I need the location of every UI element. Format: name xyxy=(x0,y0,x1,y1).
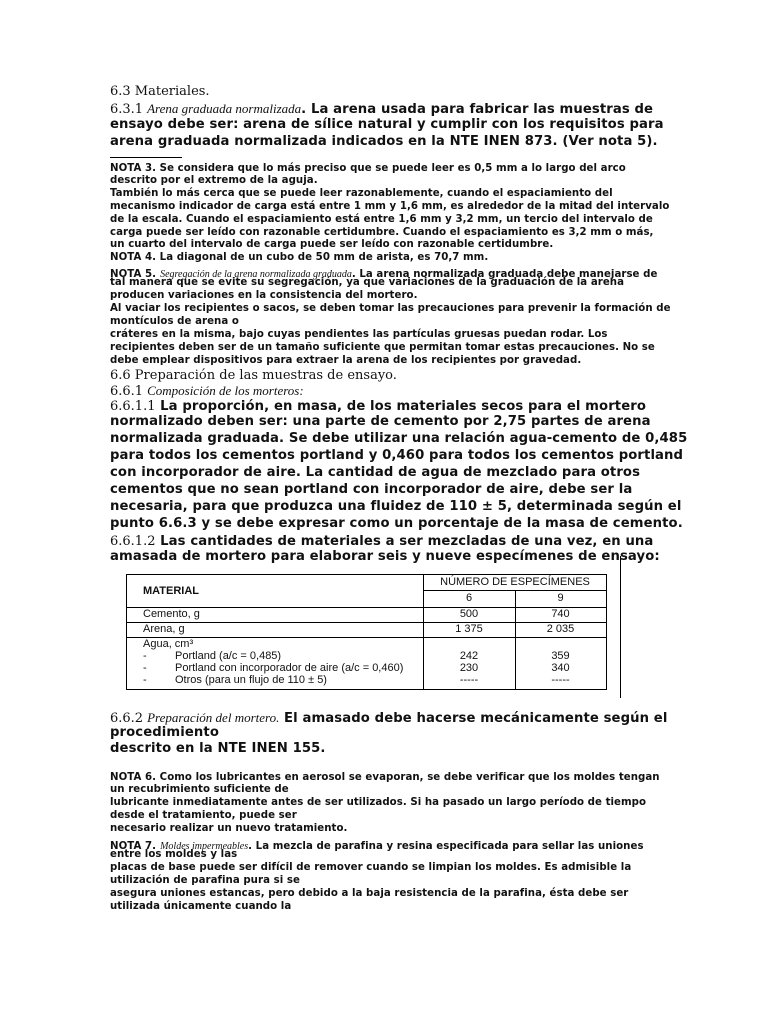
row-cemento-9: 740 xyxy=(551,608,570,620)
section-number: 6.3.1 xyxy=(110,102,144,117)
note-7-line2: entre los moldes y las xyxy=(110,849,238,860)
note-5-line5: montículos de arena o xyxy=(110,316,239,327)
paragraph-6-6-1-1-line8: punto 6.6.3 y se debe expresar como un porcentaje de la masa de cemento. xyxy=(110,516,683,531)
materials-table xyxy=(126,574,607,690)
paragraph-6-3-1-line2: ensayo debe ser: arena de sílice natural y cumplir con los requisitos para xyxy=(110,117,664,132)
note-5-line8: debe emplear dispositivos para extraer la arena de los recipientes por gravedad. xyxy=(110,355,582,366)
paragraph-6-6-1-1-line6: cementos que no sean portland con incorporador de aire, debe ser la xyxy=(110,482,633,497)
note-7-line5: asegura uniones estancas, pero debido a la baja resistencia de la parafina, ésta debe ser xyxy=(110,888,629,899)
note-5-line2: tal manera que se evite su segregación, ya que variaciones de la graduación de la arena xyxy=(110,277,625,288)
paragraph-text: Las cantidades de materiales a ser mezcladas de una vez, en una xyxy=(155,534,654,549)
row-aire-9: 340 xyxy=(551,662,570,674)
dash: - xyxy=(143,674,147,686)
section-title: Preparación del mortero. xyxy=(147,710,280,725)
row-aire-6: 230 xyxy=(459,662,479,674)
note-3-line1: NOTA 3. Se considera que lo más preciso que se puede leer es 0,5 mm a lo largo del arco xyxy=(110,163,626,174)
section-title: Arena graduada normalizada xyxy=(147,101,302,116)
note-5-line4: Al vaciar los recipientes o sacos, se deben tomar las precauciones para prevenir la formación de xyxy=(110,303,671,314)
section-number: 6.6.2 xyxy=(110,711,144,726)
note-label: NOTA 5. xyxy=(110,269,157,280)
row-agua-label: Agua, cm³ xyxy=(143,638,194,650)
note-6-line2: un recubrimiento suficiente de xyxy=(110,784,289,795)
note-title: Moldes impermeables xyxy=(160,841,249,852)
footnote-separator xyxy=(110,157,182,158)
note-label: NOTA 7. xyxy=(110,841,157,852)
paragraph-6-6-1-1-line2: normalizado deben ser: una parte de cemento por 2,75 partes de arena xyxy=(110,414,651,429)
note-3-line6: carga puede ser leído con razonable certidumbre. Cuando el espaciamiento es 3,2 mm o más, xyxy=(110,227,654,238)
note-4: NOTA 4. La diagonal de un cubo de 50 mm de arista, es 70,7 mm. xyxy=(110,252,489,263)
paragraph-6-6-1-2-line2: amasada de mortero para elaborar seis y nueve especímenes de ensayo: xyxy=(110,549,660,564)
dash: - xyxy=(143,650,147,662)
paragraph-6-6-2-line2: procedimiento xyxy=(110,725,219,740)
row-otros-9: ----- xyxy=(551,674,570,686)
note-6-line1: NOTA 6. Como los lubricantes en aerosol se evaporan, se debe verificar que los moldes tengan xyxy=(110,772,660,783)
heading-6-3: 6.3 Materiales. xyxy=(110,84,210,99)
row-arena-6: 1 375 xyxy=(455,623,483,635)
note-6-line5: necesario realizar un nuevo tratamiento. xyxy=(110,823,348,834)
row-cemento-6: 500 xyxy=(459,608,479,620)
row-portland-9: 359 xyxy=(551,650,570,662)
margin-line xyxy=(620,556,621,698)
row-aire-label: Portland con incorporador de aire (a/c = 0,460) xyxy=(175,662,404,674)
row-otros-6: ----- xyxy=(459,674,479,686)
paragraph-6-6-1-1-line7: necesaria, para que produzca una fluidez de 110 ± 5, determinada según el xyxy=(110,499,682,514)
paragraph-text: . La arena usada para fabricar las muestras de xyxy=(301,102,654,117)
paragraph-6-6-1-1-line3: normalizada graduada. Se debe utilizar una relación agua-cemento de 0,485 xyxy=(110,431,688,446)
header-6: 6 xyxy=(465,592,473,604)
paragraph-6-3-1-line3: arena graduada normalizada indicados en la NTE INEN 873. (Ver nota 5). xyxy=(110,134,658,149)
row-arena-9: 2 035 xyxy=(546,623,575,635)
header-specimens: NÚMERO DE ESPECÍMENES xyxy=(440,576,590,588)
section-number: 6.6.1.1 xyxy=(110,399,156,414)
row-cemento-label: Cemento, g xyxy=(143,608,200,620)
note-5-line6: cráteres en la misma, bajo cuyas pendientes las partículas gruesas puedan rodar. Los xyxy=(110,329,608,340)
note-3-line7: un cuarto del intervalo de carga puede ser leído con razonable certidumbre. xyxy=(110,239,554,250)
note-5-line7: recipientes deben ser de un tamaño suficiente que permitan tomar estas precauciones. No se xyxy=(110,342,655,353)
heading-6-6: 6.6 Preparación de las muestras de ensayo. xyxy=(110,368,397,383)
note-3-line3: También lo más cerca que se puede leer razonablemente, cuando el espaciamiento del xyxy=(110,188,613,199)
row-portland-6: 242 xyxy=(459,650,479,662)
paragraph-text: La proporción, en masa, de los materiales secos para el mortero xyxy=(155,399,647,414)
note-3-line5: de la escala. Cuando el espaciamiento está entre 1,6 mm y 3,2 mm, un tercio del intervalo de xyxy=(110,214,653,225)
note-6-line4: desde el tratamiento, puede ser xyxy=(110,810,297,821)
note-title: Segregación de la arena normalizada graduada xyxy=(160,269,352,280)
note-3-line4: mecanismo indicador de carga está entre 1 mm y 1,6 mm, es alrededor de la mitad del intervalo xyxy=(110,201,670,212)
note-7-line4: utilización de parafina pura si se xyxy=(110,875,300,886)
section-title: Composición de los morteros: xyxy=(147,383,304,398)
table-rule xyxy=(127,637,606,638)
header-9: 9 xyxy=(557,592,564,604)
row-portland-label: Portland (a/c = 0,485) xyxy=(175,650,282,662)
note-7-line6: utilizada únicamente cuando la xyxy=(110,901,292,912)
note-7-line3: placas de base puede ser difícil de remover cuando se limpian los moldes. Es admisible la xyxy=(110,862,632,873)
section-number: 6.6.1 xyxy=(110,384,144,399)
paragraph-6-3-1-line1 xyxy=(110,100,653,118)
note-3-line2: descrito por el extremo de la aguja. xyxy=(110,175,318,186)
row-otros-label: Otros (para un flujo de 110 ± 5) xyxy=(175,674,327,686)
dash: - xyxy=(143,662,147,674)
paragraph-6-6-1-2-line1 xyxy=(110,532,653,550)
paragraph-text: El amasado debe hacerse mecánicamente según el xyxy=(279,711,668,726)
note-6-line3: lubricante inmediatamente antes de ser utilizados. Si ha pasado un largo período de tiempo xyxy=(110,797,647,808)
paragraph-6-6-1-1-line4: para todos los cementos portland y 0,460 para todos los cementos portland xyxy=(110,448,684,463)
header-material: MATERIAL xyxy=(143,585,200,597)
paragraph-6-6-1-1-line5: con incorporador de aire. La cantidad de agua de mezclado para otros xyxy=(110,465,641,480)
note-text: . La mezcla de parafina y resina especificada para sellar las uniones xyxy=(248,841,644,852)
row-arena-label: Arena, g xyxy=(143,623,185,635)
paragraph-6-6-2-line3: descrito en la NTE INEN 155. xyxy=(110,741,326,756)
paragraph-6-6-1-1-line1 xyxy=(110,397,646,415)
note-text: . La arena normalizada graduada debe manejarse de xyxy=(351,269,658,280)
note-5-line3: producen variaciones en la consistencia del mortero. xyxy=(110,290,418,301)
section-number: 6.6.1.2 xyxy=(110,534,156,549)
